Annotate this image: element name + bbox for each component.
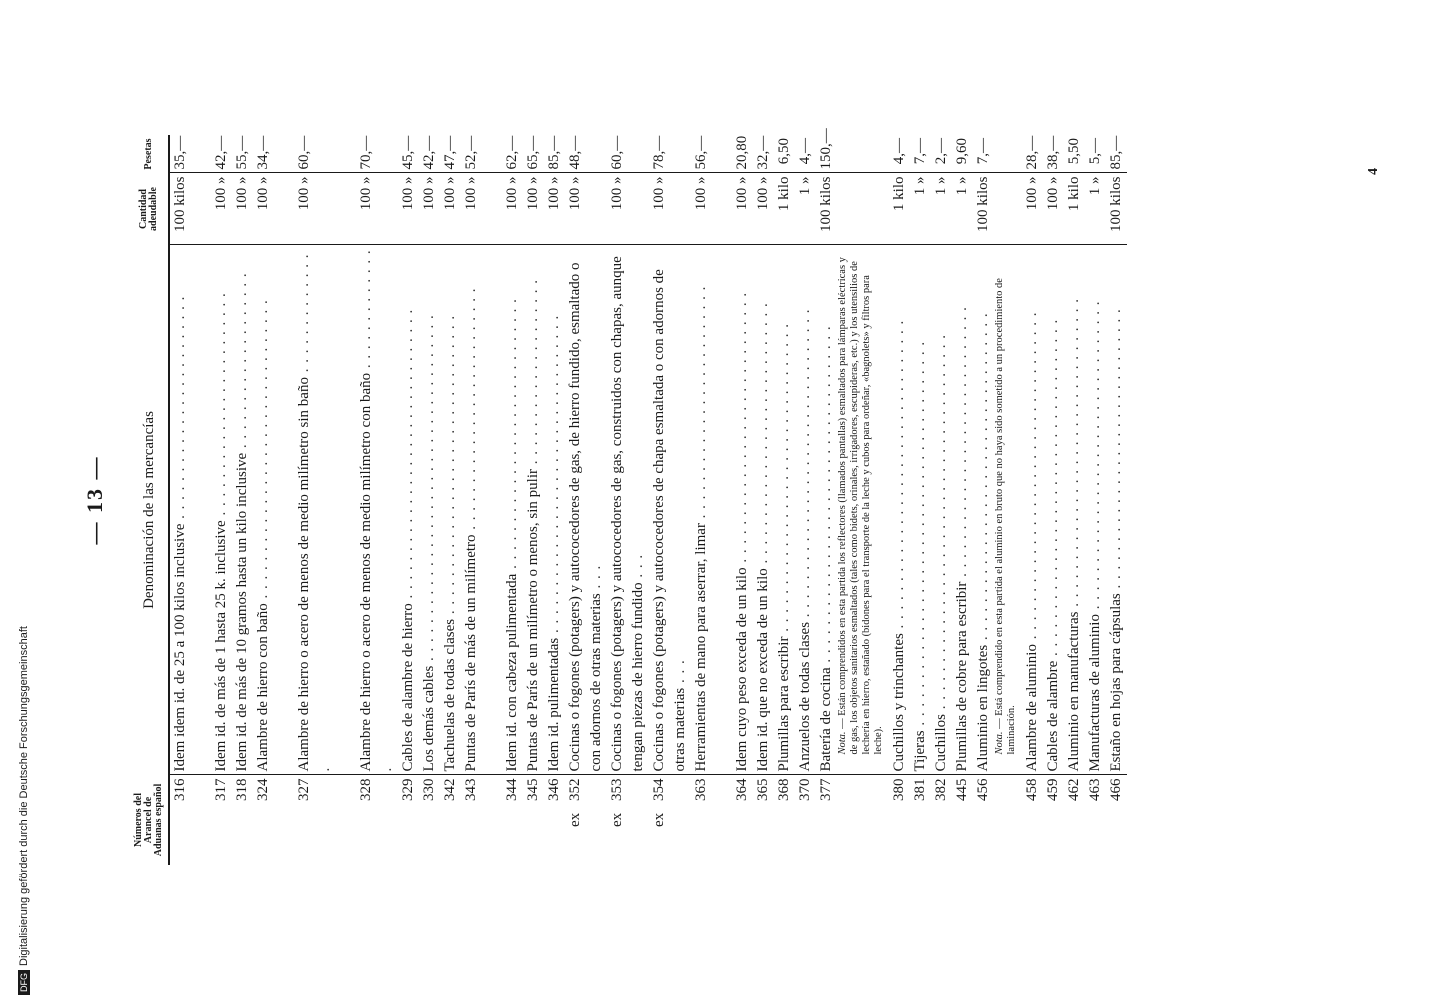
denominacion-text: Plumillas de cobre para escribir: [954, 581, 970, 772]
denominacion-text: Idem id. pulimentadas: [546, 637, 562, 772]
cantidad-cell: 100 »: [461, 173, 482, 245]
leader-dots: . . . . . . . . . . . . . .: [358, 249, 395, 772]
pesetas-cell: 47,—: [442, 135, 458, 170]
tariff-number-cell: [774, 775, 795, 865]
tariff-number-cell: [565, 775, 607, 865]
cantidad-cell: 100 »: [691, 173, 712, 245]
denominacion-text: Tijeras: [912, 730, 928, 772]
denominacion-text: Cocinas o fogones (potagers) y autococedores de gas, de hierro fundido, esmaltado o con adornos de otras materias: [567, 262, 604, 772]
denominacion-text: Los demás cables: [421, 665, 437, 772]
tariff-row: [753, 135, 774, 865]
pesetas-cell: 150,—: [818, 128, 834, 170]
cantidad-cell: 100 »: [523, 173, 544, 245]
leader-dots: . . . . . . . . . . . . . . . . . . . . . . . . . . . . .: [504, 298, 520, 574]
tariff-row: [607, 135, 649, 865]
cantidad-cell: 1 »: [795, 173, 816, 245]
denominacion-cell: [211, 245, 232, 775]
header-cantidad: Cantidad adeudable: [130, 173, 169, 245]
tariff-row: [1085, 135, 1106, 865]
pesetas-cell: 65,—: [525, 135, 541, 170]
tariff-row: [1064, 135, 1085, 865]
denominacion-cell: [232, 245, 253, 775]
denominacion-cell: [398, 245, 419, 775]
tariff-note-row: [837, 135, 889, 865]
leader-dots: . . . . . . . . . . . . . . . . . . . . . . . . . . . . . . . . .: [1087, 300, 1103, 615]
tariff-row: [952, 135, 973, 865]
pesetas-cell: 52,—: [463, 135, 479, 170]
tariff-number-cell: [294, 775, 336, 865]
denominacion-cell: [691, 245, 712, 775]
denominacion-cell: [973, 245, 994, 775]
tariff-number: 330: [421, 778, 437, 801]
tariff-number-cell: [795, 775, 816, 865]
tariff-row: [440, 135, 461, 865]
pesetas-cell: 7,—: [912, 138, 928, 165]
cantidad-cell: 1 kilo: [889, 173, 910, 245]
pesetas-cell: 78,—: [651, 135, 667, 170]
tariff-row: [910, 135, 931, 865]
denominacion-cell: [461, 245, 482, 775]
tariff-number: 342: [442, 778, 458, 801]
leader-dots: . . . . . . . . . . . . . . . . . . . . . . . . . . . . .: [954, 306, 970, 582]
denominacion-text: Puntas de París de más de un milímetro: [463, 534, 479, 772]
tariff-number: 353: [609, 778, 625, 801]
pesetas-cell: 42,—: [421, 135, 437, 170]
denominacion-text: Alambre de aluminio: [1024, 644, 1040, 772]
denominacion-text: Alambre de hierro con baño: [255, 603, 271, 772]
denominacion-text: Cables de alambre de hierro: [400, 603, 416, 772]
row-spacer: [712, 135, 732, 865]
tariff-row: [774, 135, 795, 865]
tariff-number: 354: [651, 778, 667, 801]
pesetas-cell: 62,—: [504, 135, 520, 170]
denominacion-text: Tachuelas de todas clases: [442, 618, 458, 772]
leader-dots: . . . . . . . . . . . . . . . . . . . . . . . . .: [693, 285, 709, 524]
cantidad-cell: 100 kilos: [169, 173, 191, 245]
tariff-row: [169, 135, 191, 865]
ex-prefix: ex: [609, 812, 625, 827]
row-spacer: [191, 135, 211, 865]
cantidad-cell: 100 »: [607, 173, 649, 245]
cantidad-cell: 100 kilos: [1106, 173, 1127, 245]
denominacion-cell: [1085, 245, 1106, 775]
pesetas-cell: 48,—: [567, 135, 583, 170]
leader-dots: . . . . . . . . . . . . . . . . . . . . . . . . . . . . .: [734, 291, 750, 568]
denominacion-cell: [1064, 245, 1085, 775]
tariff-row: [1106, 135, 1127, 865]
tariff-number-cell: [889, 775, 910, 865]
note-label: Nota.: [837, 731, 848, 755]
tariff-row: [565, 135, 607, 865]
denominacion-text: Puntas de París de un milímetro o menos, sin pulir: [525, 469, 541, 772]
dfg-logo: DFG: [18, 970, 30, 995]
tariff-row: [294, 135, 336, 865]
denominacion-text: Aluminio en lingotes: [975, 644, 991, 772]
cantidad-cell: 100 »: [1043, 173, 1064, 245]
tariff-row: [398, 135, 419, 865]
pesetas-cell: 4,—: [797, 138, 813, 165]
pesetas-cell: 9,60: [954, 138, 970, 165]
denominacion-cell: [1106, 245, 1127, 775]
tariff-number: 382: [933, 778, 949, 801]
denominacion-text: Cuchillos y trinchantes: [891, 633, 907, 772]
pesetas-cell: 6,50: [776, 138, 792, 165]
tariff-number: 318: [234, 778, 250, 801]
tariff-number: 456: [975, 778, 991, 801]
tariff-number: 363: [693, 778, 709, 801]
cantidad-cell: 100 »: [753, 173, 774, 245]
tariff-number-cell: [607, 775, 649, 865]
denominacion-cell: [607, 245, 649, 775]
tariff-row: [931, 135, 952, 865]
tariff-number-cell: [649, 775, 691, 865]
header-pesetas: Pesetas: [130, 135, 169, 173]
denominacion-cell: [910, 245, 931, 775]
denominacion-text: Plumillas para escribir: [776, 636, 792, 772]
pesetas-cell: 7,—: [975, 138, 991, 165]
leader-dots: . . . . . . . . . . . . . . . . . . . . . . . . . . . . . . . . . .: [546, 314, 562, 638]
leader-dots: . . . . . . . . . . . . . . . . . . . . . . . . . . . . . . . . .: [797, 308, 813, 622]
tariff-number: 463: [1087, 778, 1103, 801]
leader-dots: . . . . . . . . . . . . . . . . . . . . . . . .: [172, 295, 188, 524]
tariff-number-cell: [356, 775, 398, 865]
tariff-number: 377: [818, 778, 834, 801]
tariff-number: 459: [1045, 778, 1061, 801]
denominacion-text: Alambre de hierro o acero de menos de medio milímetro con baño: [358, 372, 374, 772]
leader-dots: . . . . . . . . . . . . . . . . . . .: [234, 272, 250, 453]
tariff-number: 381: [912, 778, 928, 801]
tariff-number-cell: [931, 775, 952, 865]
tariff-number-cell: [753, 775, 774, 865]
tariff-number-cell: [461, 775, 482, 865]
denominacion-cell: [169, 245, 191, 775]
tariff-number: 364: [734, 778, 750, 801]
denominacion-cell: [889, 245, 910, 775]
cantidad-cell: 1 kilo: [1064, 173, 1085, 245]
tariff-header-row: [130, 135, 169, 865]
tariff-number-cell: [398, 775, 419, 865]
header-denominacion: Denominación de las mercancías: [130, 245, 169, 775]
cantidad-cell: 100 kilos: [816, 173, 837, 245]
note-text: — Están comprendidos en esta partida los reflectores (llamados pantallas) esmaltados para lámparas eléctricas y de gas, los objetos sanitarios esmaltados (tales como bidets, orinales, irrigadores, escupideras, etc.) y los utensilios de lechería en hierro, estañado (bidones para el transporte de la leche y cubos para ordeñar, «bagnolets» y filtros para leche).: [837, 257, 884, 755]
denominacion-cell: [523, 245, 544, 775]
leader-dots: . . . . . . . . . . . . . .: [296, 253, 333, 772]
denominacion-cell: [544, 245, 565, 775]
denominacion-text: Cables de alambre: [1045, 660, 1061, 772]
denominacion-cell: [356, 245, 398, 775]
tariff-number: 458: [1024, 778, 1040, 801]
tariff-number: 327: [296, 778, 312, 801]
tariff-number-cell: [232, 775, 253, 865]
leader-dots: . . . . . . . . . . . . . . . . . . . . . . . . . . . . . . .: [400, 308, 416, 604]
leader-dots: . . . . . . . . . . . . . . . . . . . . . . . . . .: [463, 287, 479, 535]
pesetas-cell: 32,—: [755, 135, 771, 170]
tariff-number-cell: [169, 775, 191, 865]
denominacion-text: Idem cuyo peso exceda de un kilo: [734, 567, 750, 772]
cantidad-cell: 100 »: [1022, 173, 1043, 245]
tariff-number-cell: [910, 775, 931, 865]
note-label: Nota.: [994, 731, 1005, 755]
cantidad-cell: 1 »: [952, 173, 973, 245]
denominacion-text: Idem id. de más de 1 hasta 25 k. inclusive: [213, 520, 229, 772]
signature-mark: 4: [1366, 168, 1381, 175]
leader-dots: . . . . . . . . . . . . . . . . . . . . . . . . . . . . . . . . . . .: [975, 312, 991, 645]
cantidad-cell: 1 »: [1085, 173, 1106, 245]
cantidad-cell: 100 »: [232, 173, 253, 245]
leader-dots: . . .: [588, 564, 604, 594]
denominacion-cell: [440, 245, 461, 775]
tariff-number: 316: [172, 778, 188, 801]
tariff-row: [253, 135, 274, 865]
header-numeros: Números del Arancel de Aduanas español: [130, 775, 169, 865]
denominacion-cell: [502, 245, 523, 775]
tariff-row: [356, 135, 398, 865]
tariff-row: [889, 135, 910, 865]
cantidad-cell: 100 »: [419, 173, 440, 245]
pesetas-cell: 55,—: [234, 135, 250, 170]
leader-dots: . . . . . . . . . . . . . . . . . . . . . . . . . . . . . .: [1108, 308, 1124, 594]
denominacion-cell: [732, 245, 753, 775]
denominacion-cell: [931, 245, 952, 775]
pesetas-cell: 5,—: [1087, 138, 1103, 165]
leader-dots: . . . . . . . . . . . . . . . . . . . . . . . . . . . .: [755, 302, 771, 569]
tariff-number-cell: [1106, 775, 1127, 865]
cantidad-cell: 1 kilo: [774, 173, 795, 245]
pesetas-cell: 20,80: [734, 135, 750, 170]
tariff-number-cell: [1043, 775, 1064, 865]
tariff-row: [691, 135, 712, 865]
pesetas-cell: 60,—: [296, 135, 312, 170]
leader-dots: . . .: [672, 659, 688, 688]
tariff-number: 445: [954, 778, 970, 801]
denominacion-cell: [774, 245, 795, 775]
tariff-number-cell: [440, 775, 461, 865]
tariff-row: [732, 135, 753, 865]
cantidad-cell: 100 »: [440, 173, 461, 245]
leader-dots: . . .: [630, 553, 646, 583]
tariff-number: 352: [567, 778, 583, 801]
leader-dots: . . . . . . . . . . . . . . . . . . . . . . . . . . . . . . . . .: [776, 323, 792, 637]
denominacion-text: Cuchillos: [933, 713, 949, 772]
ex-prefix: ex: [567, 812, 583, 827]
tariff-row: [523, 135, 544, 865]
tariff-note-row: [994, 135, 1022, 865]
tariff-number: 329: [400, 778, 416, 801]
denominacion-text: Herramientas de mano para aserrar, limar: [693, 523, 709, 772]
digitization-credit-text: Digitalisierung gefördert durch die Deutsche Forschungsgemeinschaft: [18, 626, 30, 966]
tariff-number-cell: [691, 775, 712, 865]
cantidad-cell: 100 »: [211, 173, 232, 245]
tariff-row: [973, 135, 994, 865]
tariff-row: [502, 135, 523, 865]
tariff-number-cell: [502, 775, 523, 865]
denominacion-cell: [816, 245, 837, 775]
denominacion-text: Alambre de hierro o acero de menos de medio milímetro sin baño: [296, 377, 312, 772]
leader-dots: . . . . . . . . . . . . . . . . . . . . . . . . . . . . . . . . . . . .: [1045, 318, 1061, 661]
tariff-number-cell: [1022, 775, 1043, 865]
denominacion-cell: [1043, 245, 1064, 775]
tariff-number-cell: [523, 775, 544, 865]
denominacion-cell: [565, 245, 607, 775]
cantidad-cell: 100 »: [398, 173, 419, 245]
denominacion-text: Manufacturas de aluminio: [1087, 614, 1103, 772]
denominacion-cell: [294, 245, 336, 775]
pesetas-cell: 28,—: [1024, 135, 1040, 170]
tariff-row: [419, 135, 440, 865]
digitization-credit: [18, 626, 30, 995]
tariff-row: [461, 135, 482, 865]
pesetas-cell: 5,50: [1066, 138, 1082, 165]
tariff-number-cell: [1085, 775, 1106, 865]
cantidad-cell: 100 »: [356, 173, 398, 245]
tariff-number: 343: [463, 778, 479, 801]
tariff-number: 317: [213, 778, 229, 801]
denominacion-text: Idem id. que no exceda de un kilo: [755, 568, 771, 772]
cantidad-cell: 100 »: [732, 173, 753, 245]
tariff-number-cell: [732, 775, 753, 865]
cantidad-cell: 100 »: [294, 173, 336, 245]
tariff-row: [649, 135, 691, 865]
row-spacer: [482, 135, 502, 865]
leader-dots: . . . . . . . . . . . . . . . . . . . . . . . . . . . . . . . . .: [891, 319, 907, 634]
rotated-page-content: [82, 128, 1381, 865]
tariff-row: [232, 135, 253, 865]
tariff-row: [1022, 135, 1043, 865]
denominacion-cell: [795, 245, 816, 775]
cantidad-cell: 100 »: [565, 173, 607, 245]
tariff-number-cell: [1064, 775, 1085, 865]
tariff-row: [544, 135, 565, 865]
leader-dots: . . . . . . . . . . . . . . . . . . . . . . . .: [213, 292, 229, 521]
leader-dots: . . . . . . . . . . . . . . . . . . . . . . . . . . . . . . . . . . . . .: [421, 314, 437, 666]
pesetas-cell: 70,—: [358, 135, 374, 170]
denominacion-cell: [253, 245, 274, 775]
leader-dots: . . . . . . . . . . . . . . . . . . . . . . . . . . . . . . . . . . . .: [818, 325, 834, 668]
denominacion-text: Batería de cocina: [818, 667, 834, 772]
denominacion-text: Cocinas o fogones (potagers) y autococedores de gas, construidos con chapas, aunque tengan piezas de hierro fundido: [609, 256, 646, 772]
denominacion-text: Idem id. con cabeza pulimentada: [504, 573, 520, 772]
denominacion-cell: [952, 245, 973, 775]
pesetas-cell: 85,—: [1108, 135, 1124, 170]
cantidad-cell: 100 »: [253, 173, 274, 245]
tariff-number: 344: [504, 778, 520, 801]
note-text: — Está comprendido en esta partida el aluminio en bruto que no haya sido sometido a un procedimiento de laminación.: [994, 278, 1017, 755]
leader-dots: . . . . . . . . . . . . . . . . . . . . . . . . . . . . . . . . . . .: [1024, 311, 1040, 645]
tariff-number-cell: [419, 775, 440, 865]
row-spacer: [274, 135, 294, 865]
leader-dots: . . . . . . . . . . . . . . . . . . . . . . . . . . . . . . . . .: [1066, 298, 1082, 612]
pesetas-cell: 56,—: [693, 135, 709, 170]
denominacion-text: Anzuelos de todas clases: [797, 621, 813, 772]
row-spacer: [336, 135, 356, 865]
tariff-row: [211, 135, 232, 865]
pesetas-cell: 60,—: [609, 135, 625, 170]
pesetas-cell: 45,—: [400, 135, 416, 170]
denominacion-text: Aluminio en manufacturas: [1066, 611, 1082, 772]
tariff-row: [1043, 135, 1064, 865]
pesetas-cell: 4,—: [891, 138, 907, 165]
tariff-number: 324: [255, 778, 271, 801]
cantidad-cell: 100 »: [649, 173, 691, 245]
tariff-number: 368: [776, 778, 792, 801]
tariff-number: 380: [891, 778, 907, 801]
tariff-table: [130, 128, 1127, 865]
tariff-number: 370: [797, 778, 813, 801]
pesetas-cell: 42,—: [213, 135, 229, 170]
denominacion-text: Estaño en hojas para cápsulas: [1108, 593, 1124, 772]
tariff-body: [169, 128, 1127, 865]
tariff-number: 365: [755, 778, 771, 801]
page-number: — 13 —: [82, 455, 107, 545]
tariff-number: 345: [525, 778, 541, 801]
leader-dots: . . . . . . . . . . . . . . . . . . . . . . . . . . . . . . . . . . . . . . . . .: [912, 340, 928, 731]
denominacion-cell: [419, 245, 440, 775]
pesetas-cell: 34,—: [255, 135, 271, 170]
cantidad-cell: 100 »: [544, 173, 565, 245]
denominacion-cell: [753, 245, 774, 775]
cantidad-cell: 1 »: [910, 173, 931, 245]
tariff-number-cell: [211, 775, 232, 865]
tariff-number-cell: [544, 775, 565, 865]
tariff-number: 328: [358, 778, 374, 801]
tariff-number: 462: [1066, 778, 1082, 801]
pesetas-cell: 38,—: [1045, 135, 1061, 170]
tariff-number: 346: [546, 778, 562, 801]
pesetas-cell: 35,—: [172, 135, 188, 170]
leader-dots: . . . . . . . . . . . . . . . . . . . . . . . . . . . . . . . . . . . . . . . .: [933, 333, 949, 714]
denominacion-text: Idem idem id. de 25 a 100 kilos inclusive: [172, 523, 188, 772]
ex-prefix: ex: [651, 812, 667, 827]
tariff-number-cell: [816, 775, 837, 865]
leader-dots: . . . . . . . . . . . . . . . . . . . .: [525, 279, 541, 470]
leader-dots: . . . . . . . . . . . . . . . . . . . . . . . . . . . . . . . .: [442, 314, 458, 619]
tariff-row: [816, 135, 837, 865]
cantidad-cell: 100 »: [502, 173, 523, 245]
denominacion-text: Cocinas o fogones (potagers) y autococedores de chapa esmaltada o con adornos de otras materias: [651, 269, 688, 772]
denominacion-cell: [649, 245, 691, 775]
tariff-number-cell: [253, 775, 274, 865]
tariff-number: 466: [1108, 778, 1124, 801]
tariff-row: [795, 135, 816, 865]
denominacion-text: Idem id. de más de 10 gramos hasta un kilo inclusive: [234, 452, 250, 772]
denominacion-cell: [1022, 245, 1043, 775]
pesetas-cell: 85,—: [546, 135, 562, 170]
tariff-number-cell: [973, 775, 994, 865]
cantidad-cell: 100 kilos: [973, 173, 994, 245]
tariff-number-cell: [952, 775, 973, 865]
cantidad-cell: 1 »: [931, 173, 952, 245]
pesetas-cell: 2,—: [933, 138, 949, 165]
leader-dots: . . . . . . . . . . . . . . . . . . . . . . . . . . . . . . . .: [255, 299, 271, 604]
